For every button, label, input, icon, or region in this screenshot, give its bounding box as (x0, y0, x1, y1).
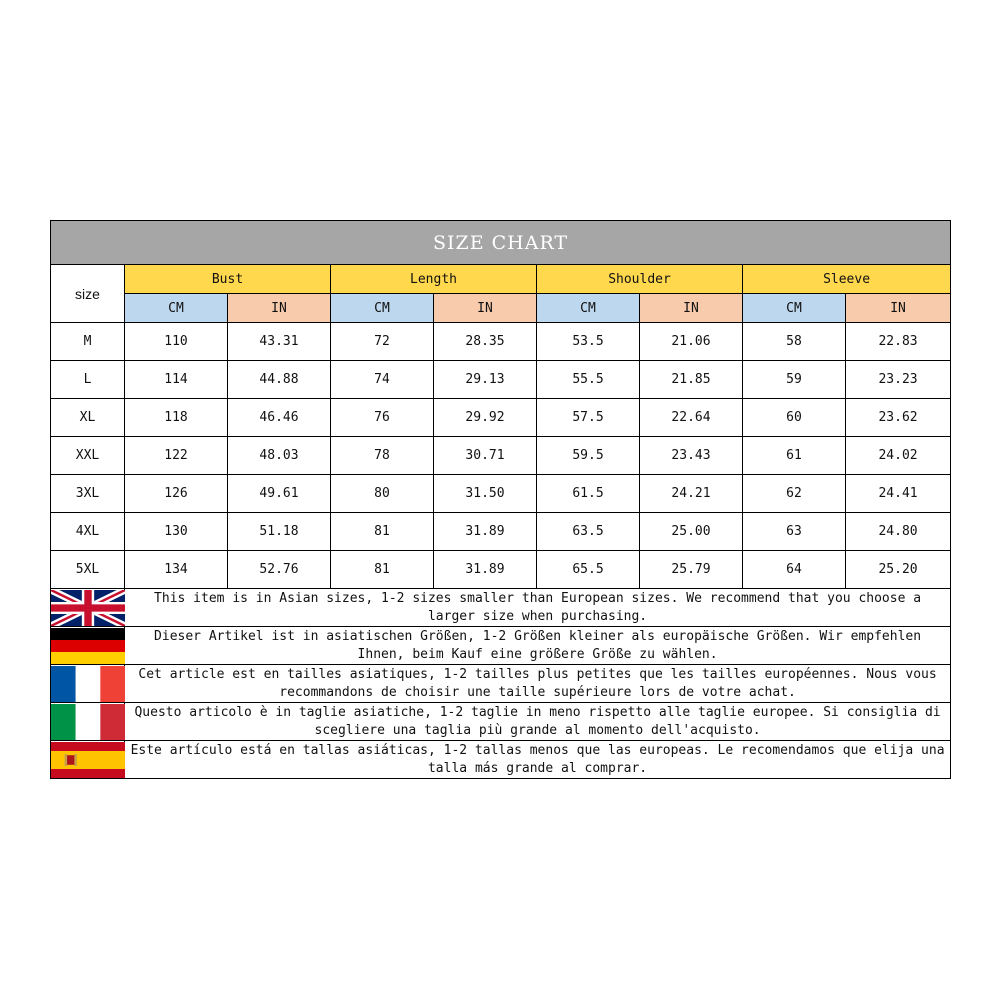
value-cell: 53.5 (537, 323, 640, 361)
unit-header-cm: CM (125, 294, 228, 323)
size-cell: XL (51, 399, 125, 437)
value-cell: 28.35 (434, 323, 537, 361)
value-cell: 23.62 (846, 399, 951, 437)
value-cell: 31.50 (434, 475, 537, 513)
value-cell: 72 (331, 323, 434, 361)
value-cell: 64 (743, 551, 846, 589)
value-cell: 62 (743, 475, 846, 513)
value-cell: 80 (331, 475, 434, 513)
flag-cell (51, 665, 125, 703)
chart-title: SIZE CHART (51, 221, 951, 265)
value-cell: 59 (743, 361, 846, 399)
flag-cell (51, 741, 125, 779)
value-cell: 63 (743, 513, 846, 551)
value-cell: 21.06 (640, 323, 743, 361)
uk-flag-icon (51, 590, 125, 626)
table-row (51, 475, 951, 513)
size-cell: M (51, 323, 125, 361)
value-cell: 63.5 (537, 513, 640, 551)
value-cell: 49.61 (228, 475, 331, 513)
value-cell: 51.18 (228, 513, 331, 551)
size-cell: 4XL (51, 513, 125, 551)
value-cell: 130 (125, 513, 228, 551)
table-row (51, 437, 951, 475)
unit-header-in: IN (640, 294, 743, 323)
table-row (51, 551, 951, 589)
unit-header-in: IN (228, 294, 331, 323)
spain-flag-icon (51, 742, 125, 778)
value-cell: 24.41 (846, 475, 951, 513)
group-header-bust: Bust (125, 265, 331, 294)
value-cell: 25.20 (846, 551, 951, 589)
value-cell: 22.83 (846, 323, 951, 361)
unit-header-cm: CM (743, 294, 846, 323)
value-cell: 114 (125, 361, 228, 399)
group-header-length: Length (331, 265, 537, 294)
unit-header-cm: CM (537, 294, 640, 323)
size-cell: 5XL (51, 551, 125, 589)
france-flag-icon (51, 666, 125, 702)
size-cell: L (51, 361, 125, 399)
value-cell: 24.02 (846, 437, 951, 475)
unit-header-in: IN (846, 294, 951, 323)
value-cell: 60 (743, 399, 846, 437)
note-row-fr (51, 665, 951, 703)
value-cell: 21.85 (640, 361, 743, 399)
note-text-en: This item is in Asian sizes, 1-2 sizes smaller than European sizes. We recommend that you choose a larger size when purchasing. (125, 589, 951, 627)
value-cell: 61 (743, 437, 846, 475)
size-cell: 3XL (51, 475, 125, 513)
value-cell: 81 (331, 513, 434, 551)
value-cell: 31.89 (434, 513, 537, 551)
note-text-it: Questo articolo è in taglie asiatiche, 1-2 taglie in meno rispetto alle taglie europee. Si consiglia di scegliere una taglia più grande al momento dell'acquisto. (125, 703, 951, 741)
note-row-es (51, 741, 951, 779)
value-cell: 24.80 (846, 513, 951, 551)
size-column-header: size (51, 265, 125, 323)
value-cell: 43.31 (228, 323, 331, 361)
unit-header-in: IN (434, 294, 537, 323)
value-cell: 24.21 (640, 475, 743, 513)
table-row (51, 361, 951, 399)
table-row (51, 399, 951, 437)
note-text-de: Dieser Artikel ist in asiatischen Größen, 1-2 Größen kleiner als europäische Größen. Wir empfehlen Ihnen, beim Kauf eine größere Größe zu wählen. (125, 627, 951, 665)
value-cell: 57.5 (537, 399, 640, 437)
value-cell: 23.43 (640, 437, 743, 475)
germany-flag-icon (51, 628, 125, 664)
value-cell: 59.5 (537, 437, 640, 475)
value-cell: 74 (331, 361, 434, 399)
value-cell: 31.89 (434, 551, 537, 589)
value-cell: 23.23 (846, 361, 951, 399)
note-row-en (51, 589, 951, 627)
value-cell: 25.79 (640, 551, 743, 589)
value-cell: 58 (743, 323, 846, 361)
size-cell: XXL (51, 437, 125, 475)
note-text-fr: Cet article est en tailles asiatiques, 1-2 tailles plus petites que les tailles européennes. Nous vous recommandons de choisir une taille supérieure lors de votre achat. (125, 665, 951, 703)
group-header-sleeve: Sleeve (743, 265, 951, 294)
value-cell: 65.5 (537, 551, 640, 589)
value-cell: 81 (331, 551, 434, 589)
group-header-shoulder: Shoulder (537, 265, 743, 294)
note-row-de (51, 627, 951, 665)
value-cell: 30.71 (434, 437, 537, 475)
value-cell: 118 (125, 399, 228, 437)
italy-flag-icon (51, 704, 125, 740)
table-row (51, 513, 951, 551)
value-cell: 22.64 (640, 399, 743, 437)
value-cell: 110 (125, 323, 228, 361)
flag-cell (51, 589, 125, 627)
value-cell: 76 (331, 399, 434, 437)
value-cell: 126 (125, 475, 228, 513)
value-cell: 29.13 (434, 361, 537, 399)
value-cell: 46.46 (228, 399, 331, 437)
value-cell: 52.76 (228, 551, 331, 589)
value-cell: 122 (125, 437, 228, 475)
table-row (51, 323, 951, 361)
value-cell: 134 (125, 551, 228, 589)
note-text-es: Este artículo está en tallas asiáticas, 1-2 tallas menos que las europeas. Le recomendamos que elija una talla más grande al comprar. (125, 741, 951, 779)
value-cell: 44.88 (228, 361, 331, 399)
size-chart-table (50, 220, 951, 779)
unit-header-cm: CM (331, 294, 434, 323)
value-cell: 61.5 (537, 475, 640, 513)
flag-cell (51, 627, 125, 665)
value-cell: 78 (331, 437, 434, 475)
value-cell: 25.00 (640, 513, 743, 551)
value-cell: 29.92 (434, 399, 537, 437)
value-cell: 48.03 (228, 437, 331, 475)
note-row-it (51, 703, 951, 741)
flag-cell (51, 703, 125, 741)
value-cell: 55.5 (537, 361, 640, 399)
